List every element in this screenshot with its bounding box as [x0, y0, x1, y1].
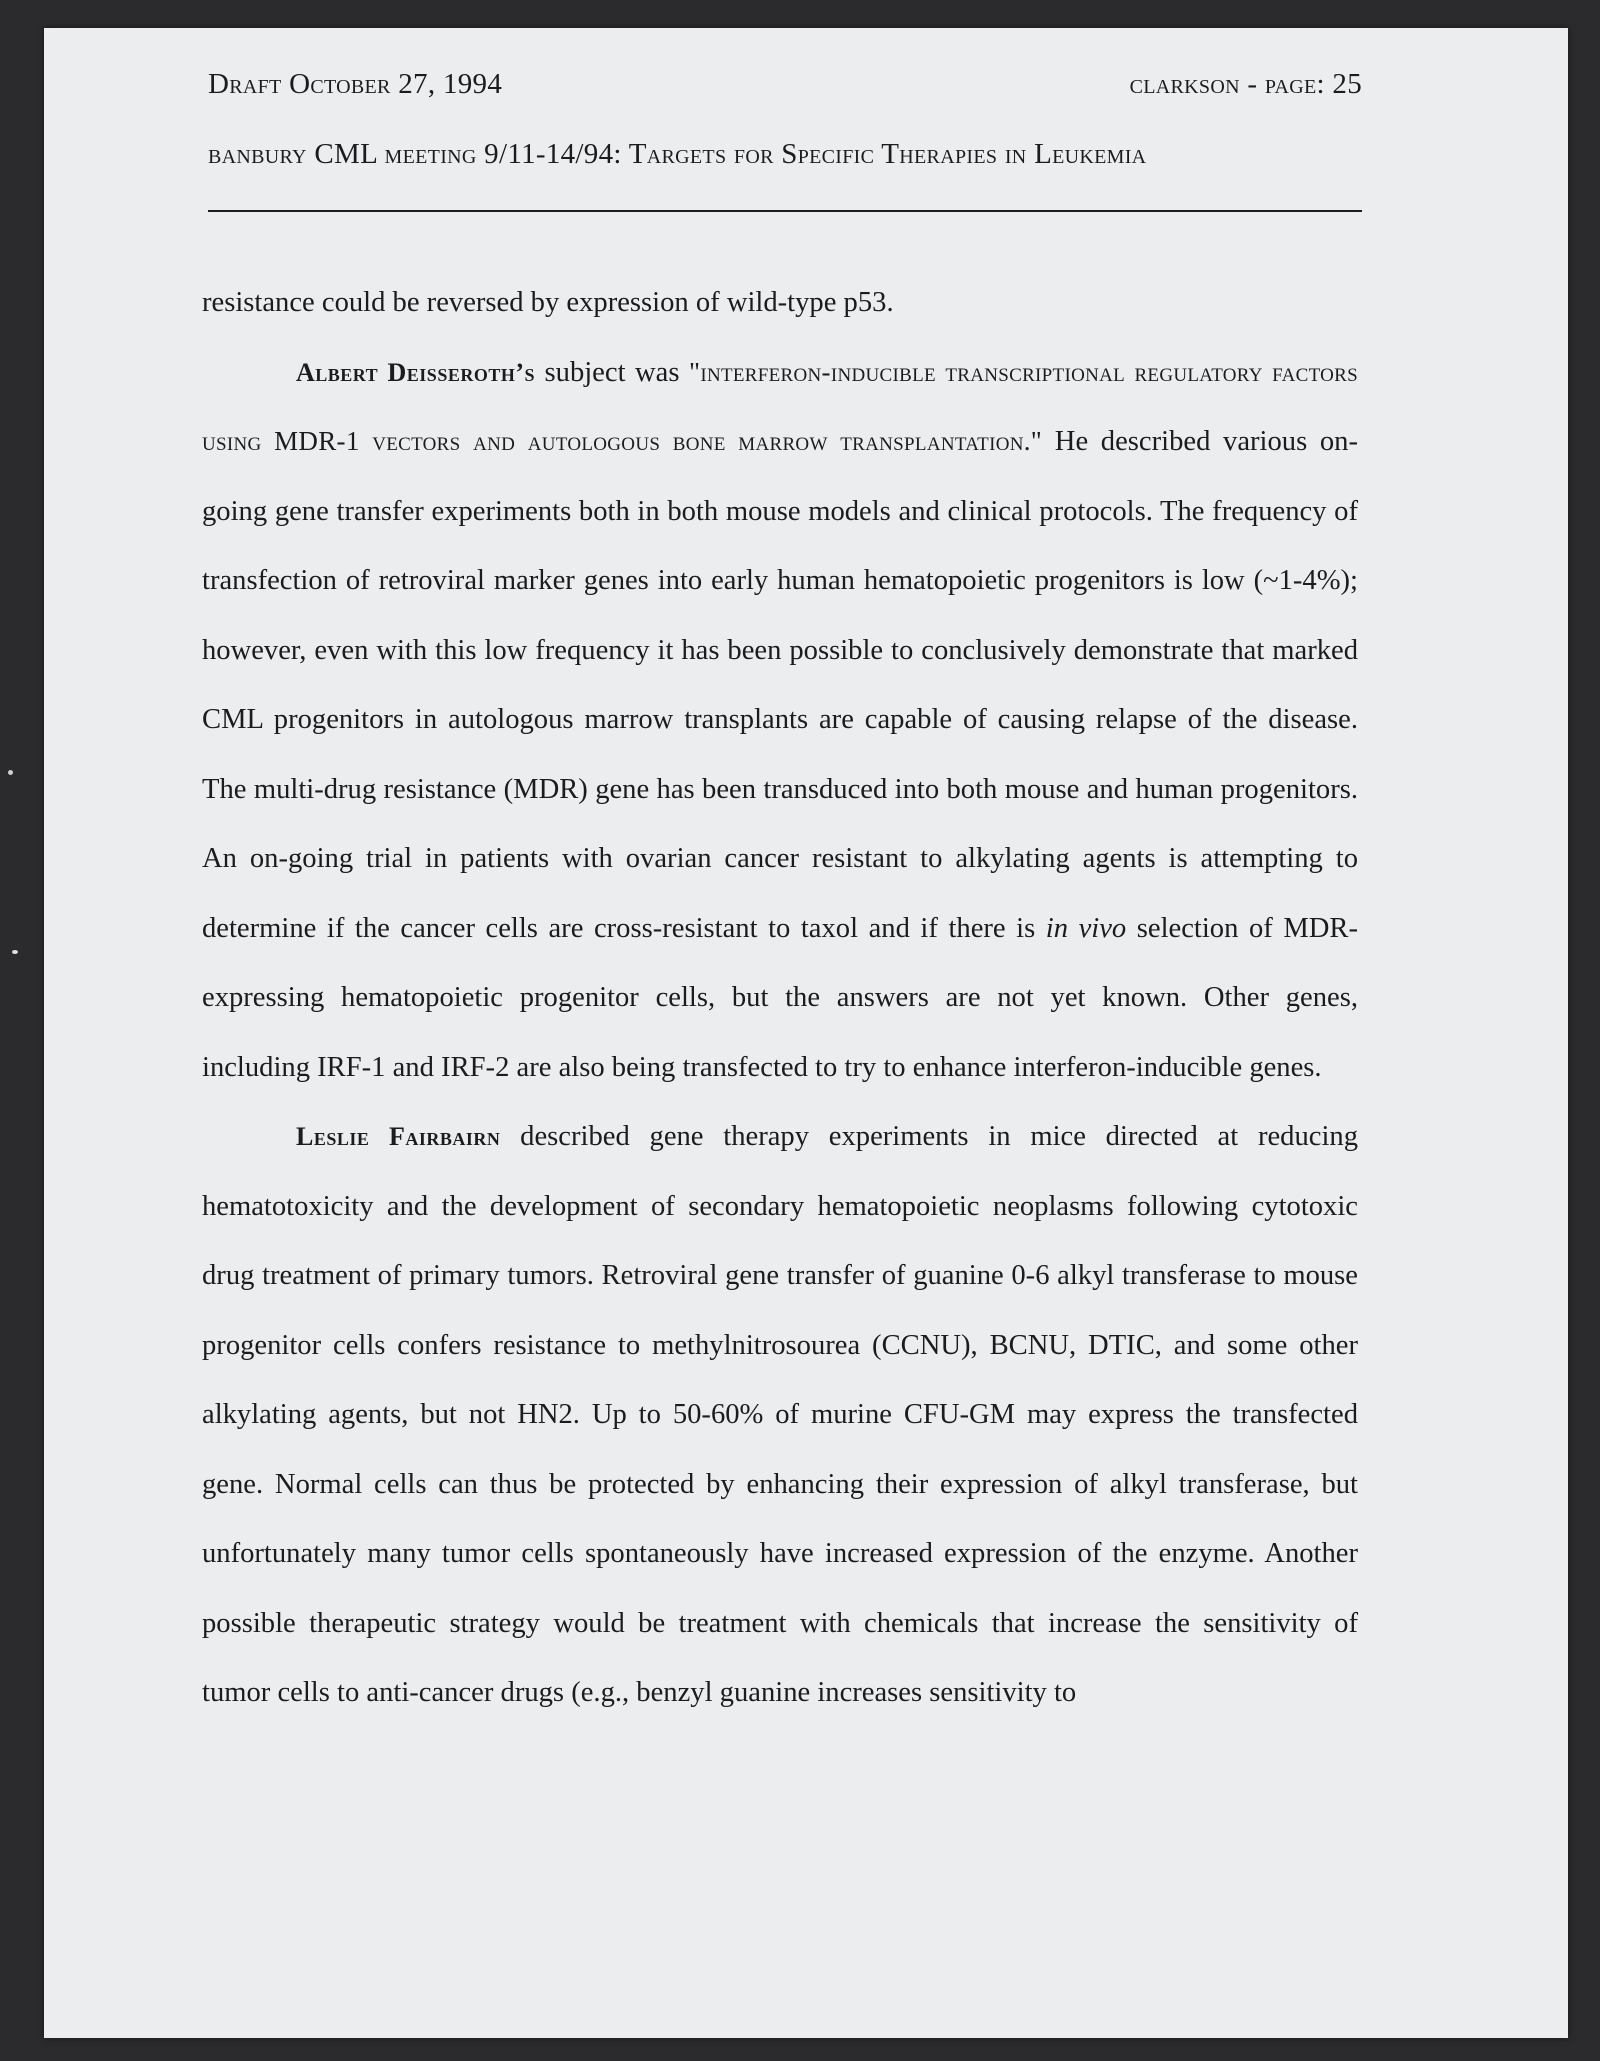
draft-date: Draft October 27, 1994 — [208, 68, 503, 100]
body-text — [202, 268, 1358, 1728]
italic-term: in vivo — [1045, 912, 1127, 944]
speaker-name: Leslie Fairbairn — [296, 1122, 501, 1151]
talk-title: "interferon-inducible transcriptional regulatory factors using MDR-1 vectors and autologous bone marrow transplantation." — [202, 356, 1359, 456]
running-header — [208, 68, 1362, 101]
edge-speck — [12, 950, 18, 954]
speaker-name: Albert Deisseroth’s — [296, 357, 536, 387]
document-page — [44, 28, 1568, 2038]
author-page: clarkson - page: 25 — [1129, 68, 1362, 100]
meeting-title: banbury CML meeting 9/11-14/94: Targets for Specific Therapies in Leukemia — [208, 138, 1147, 170]
paragraph-3: Leslie Fairbairn described gene therapy experiments in mice directed at reducing hematotoxicity and the development of secondary hematopoietic neoplasms following cytotoxic drug treatment of primary tumors. Retroviral gene transfer of guanine 0-6 alkyl transferase to mouse progenitor cells confers resistance to methylnitrosourea (CCNU), BCNU, DTIC, and some other alkylating agents, but not HN2. Up to 50-60% of murine CFU-GM may express the transfected gene. Normal cells can thus be protected by enhancing their expression of alkyl transferase, but unfortunately many tumor cells spontaneously have increased expression of the enzyme. Another possible therapeutic strategy would be treatment with chemicals that increase the sensitivity of tumor cells to anti-cancer drugs (e.g., benzyl guanine increases sensitivity to — [202, 1121, 1358, 1708]
header-rule — [208, 210, 1362, 212]
paragraph-2: Albert Deisseroth’s subject was "interferon-inducible transcriptional regulatory factors using MDR-1 vectors and autologous bone marrow transplantation." He described various on-going gene transfer experiments both in both mouse models and clinical protocols. The frequency of transfection of retroviral marker genes into early human hematopoietic progenitors is low (~1-4%); however, even with this low frequency it has been possible to conclusively demonstrate that marked CML progenitors in autologous marrow transplants are capable of causing relapse of the disease. The multi-drug resistance (MDR) gene has been transduced into both mouse and human progenitors. An on-going trial in patients with ovarian cancer resistant to alkylating agents is attempting to determine if the cancer cells are cross-resistant to taxol and if there is in vivo selection of MDR-expressing hematopoietic progenitor cells, but the answers are not yet known. Other genes, including IRF-1 and IRF-2 are also being transfected to try to enhance interferon-inducible genes. — [202, 356, 1359, 1083]
paragraph-1: resistance could be reversed by expression of wild-type p53. — [202, 287, 894, 318]
edge-speck — [8, 770, 13, 775]
